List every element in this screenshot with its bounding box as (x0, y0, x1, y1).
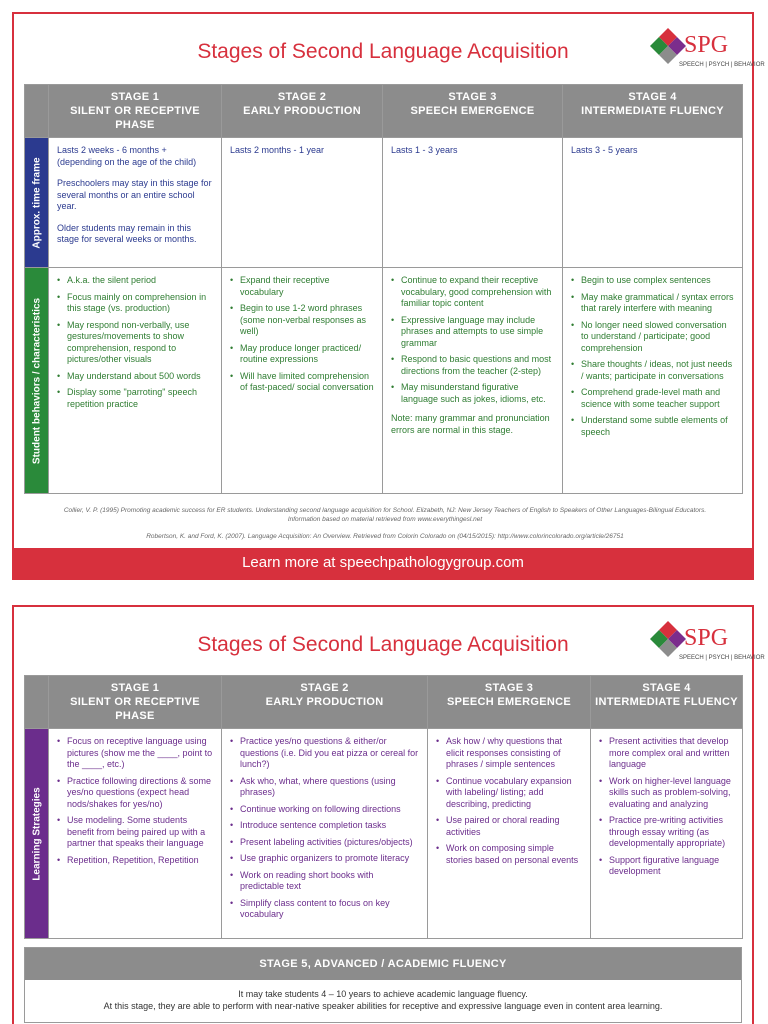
list-item: • Use graphic organizers to promote literacy (230, 853, 419, 865)
footer-link[interactable]: Learn more at speechpathologygroup.com (14, 548, 752, 578)
stage-5-title: STAGE 5, ADVANCED / ACADEMIC FLUENCY (25, 948, 741, 980)
table-corner (25, 85, 49, 138)
list-item: • A.k.a. the silent period (57, 275, 213, 287)
list-item: • Understand some subtle elements of speech (571, 415, 734, 438)
list-item: • Begin to use 1-2 word phrases (some non-verbal responses as well) (230, 303, 374, 338)
list-item: • May respond non-verbally, use gestures/movements to show comprehension, respond to pictures/other visuals (57, 320, 213, 366)
list-item: • Continue to expand their receptive vocabulary, good comprehension with familiar topic content (391, 275, 554, 310)
table-corner (25, 676, 49, 729)
list-item: • Comprehend grade-level math and science with some teacher support (571, 387, 734, 410)
stage-4-header (563, 85, 743, 138)
chart-card-2 (12, 605, 765, 1024)
row-label-strategies: Learning Strategies (25, 729, 49, 939)
stage-1-header (49, 85, 222, 138)
timeframe-stage-4: Lasts 3 - 5 years (563, 138, 743, 268)
list-item: • May understand about 500 words (57, 371, 213, 383)
list-item: • Continue vocabulary expansion with labeling/ listing; add describing, predicting (436, 776, 582, 811)
strategies-stage-2 (222, 729, 428, 939)
list-item: • Work on composing simple stories based on personal events (436, 843, 582, 866)
stage-5-line: At this stage, they are able to perform with near-native speaker abilities for receptive and expressive language even in content area learning. (103, 1001, 663, 1011)
stage-1-header (49, 676, 222, 729)
stage-name: SILENT OR RECEPTIVE PHASE (70, 696, 200, 722)
list-item: • Focus on receptive language using pictures (show me the ____, point to the ____, etc.) (57, 736, 213, 771)
stage-number: STAGE 2 (277, 91, 327, 103)
list-item: • Ask how / why questions that elicit responses consisting of phrases / simple sentences (436, 736, 582, 771)
timeframe-stage-3: Lasts 1 - 3 years (383, 138, 563, 268)
logo-text: SPG (684, 625, 729, 651)
list-item: • Simplify class content to focus on key vocabulary (230, 898, 419, 921)
behaviors-stage-4 (563, 268, 743, 494)
behaviors-stage-3 (383, 268, 563, 494)
stage-name: INTERMEDIATE FLUENCY (595, 696, 738, 708)
strategies-stage-4 (591, 729, 743, 939)
list-item: • Work on reading short books with predictable text (230, 870, 419, 893)
list-item: • Introduce sentence completion tasks (230, 820, 419, 832)
stage-number: STAGE 2 (300, 682, 349, 694)
list-item: • Practice pre-writing activities through essay writing (as developmentally appropriate) (599, 815, 734, 850)
stage-5-body (25, 980, 741, 1022)
list-item: • No longer need slowed conversation to understand / participate; good comprehension (571, 320, 734, 355)
stage-2-header (222, 676, 428, 729)
row-label-timeframe: Approx. time frame (25, 138, 49, 268)
stage-4-header (591, 676, 743, 729)
timeframe-text: Older students may remain in this stage for several weeks or months. (57, 222, 197, 244)
stage-number: STAGE 4 (642, 682, 691, 694)
stage-3-header (383, 85, 563, 138)
list-item: • Share thoughts / ideas, not just needs / wants; participate in conversations (571, 359, 734, 382)
stage-3-note: Note: many grammar and pronunciation errors are normal in this stage. (391, 413, 550, 435)
stage-number: STAGE 4 (628, 91, 677, 103)
stage-number: STAGE 1 (110, 682, 160, 694)
reference-2: Robertson, K. and Ford, K. (2007). Language Acquisition: An Overview. Retrieved from Colorin Colorado on (04/15/2015): http://www.colorincolorado.org/article/26751 (146, 533, 624, 540)
list-item: • May produce longer practiced/ routine expressions (230, 343, 374, 366)
list-item: • Respond to basic questions and most directions from the teacher (2-step) (391, 354, 554, 377)
stage-5-line: It may take students 4 – 10 years to achieve academic language fluency. (238, 989, 528, 999)
list-item: • Use paired or choral reading activities (436, 815, 582, 838)
puzzle-logo-icon (650, 28, 686, 64)
timeframe-stage-1 (49, 138, 222, 268)
stage-name: SILENT OR RECEPTIVE PHASE (70, 105, 200, 131)
list-item: • Display some "parroting" speech repetition practice (57, 387, 213, 410)
logo-tagline: SPEECH | PSYCH | BEHAVIOR (679, 655, 765, 661)
list-item: • May misunderstand figurative language such as jokes, idioms, etc. (391, 382, 554, 405)
list-item: • Present labeling activities (pictures/objects) (230, 837, 419, 849)
list-item: • May make grammatical / syntax errors that rarely interfere with meaning (571, 292, 734, 315)
list-item: • Begin to use complex sentences (571, 275, 734, 287)
stages-table (24, 84, 743, 494)
reference-1: Collier, V. P. (1995) Promoting academic success for ER students. Understanding second language acquisition for School. Elizabeth, NJ: New Jersey Teachers of English to Speakers of Other Languages-Bilingual Educators. Information based on material retrieved from www.everythingesl.net (63, 507, 707, 523)
behaviors-stage-2 (222, 268, 383, 494)
list-item: • Will have limited comprehension of fast-paced/ social conversation (230, 371, 374, 394)
stage-2-header (222, 85, 383, 138)
stage-name: EARLY PRODUCTION (243, 105, 361, 117)
list-item: • Support figurative language development (599, 855, 734, 878)
logo-tagline: SPEECH | PSYCH | BEHAVIOR (679, 62, 765, 68)
stage-name: SPEECH EMERGENCE (410, 105, 535, 117)
list-item: • Work on higher-level language skills such as problem-solving, evaluating and analyzing (599, 776, 734, 811)
chart-card-1 (12, 12, 765, 580)
strategies-table (24, 675, 743, 939)
strategies-stage-1 (49, 729, 222, 939)
list-item: • Practice yes/no questions & either/or questions (i.e. Did you eat pizza or cereal for lunch?) (230, 736, 419, 771)
stage-name: INTERMEDIATE FLUENCY (581, 105, 724, 117)
strategies-stage-3 (428, 729, 591, 939)
spg-logo (650, 22, 765, 76)
behaviors-stage-1 (49, 268, 222, 494)
stage-3-header (428, 676, 591, 729)
logo-text: SPG (684, 32, 729, 58)
list-item: • Focus mainly on comprehension in this stage (vs. production) (57, 292, 213, 315)
list-item: • Present activities that develop more complex oral and written language (599, 736, 734, 771)
page-title: Stages of Second Language Acquisition (197, 633, 569, 656)
timeframe-stage-2: Lasts 2 months - 1 year (222, 138, 383, 268)
stage-number: STAGE 1 (110, 91, 160, 103)
list-item: • Continue working on following directions (230, 804, 419, 816)
stage-name: EARLY PRODUCTION (265, 696, 384, 708)
stage-name: SPEECH EMERGENCE (447, 696, 571, 708)
page-title: Stages of Second Language Acquisition (197, 40, 569, 63)
list-item: • Repetition, Repetition, Repetition (57, 855, 213, 867)
list-item: • Expand their receptive vocabulary (230, 275, 374, 298)
row-label-behaviors: Student behaviors / characteristics (25, 268, 49, 494)
timeframe-text: Lasts 2 weeks - 6 months + (depending on the age of the child) (57, 145, 197, 167)
puzzle-logo-icon (650, 621, 686, 657)
list-item: • Practice following directions & some yes/no questions (expect head nods/shakes for yes/no) (57, 776, 213, 811)
list-item: • Expressive language may include phrases and attempts to use simple grammar (391, 315, 554, 350)
timeframe-text: Preschoolers may stay in this stage for several months or an entire school year. (57, 178, 212, 211)
stage-number: STAGE 3 (448, 91, 497, 103)
spg-logo (650, 615, 765, 669)
list-item: • Use modeling. Some students benefit from being paired up with a partner that speaks their language (57, 815, 213, 850)
stage-5-box (24, 947, 742, 1023)
stage-number: STAGE 3 (484, 682, 534, 694)
list-item: • Ask who, what, where questions (using phrases) (230, 776, 419, 799)
